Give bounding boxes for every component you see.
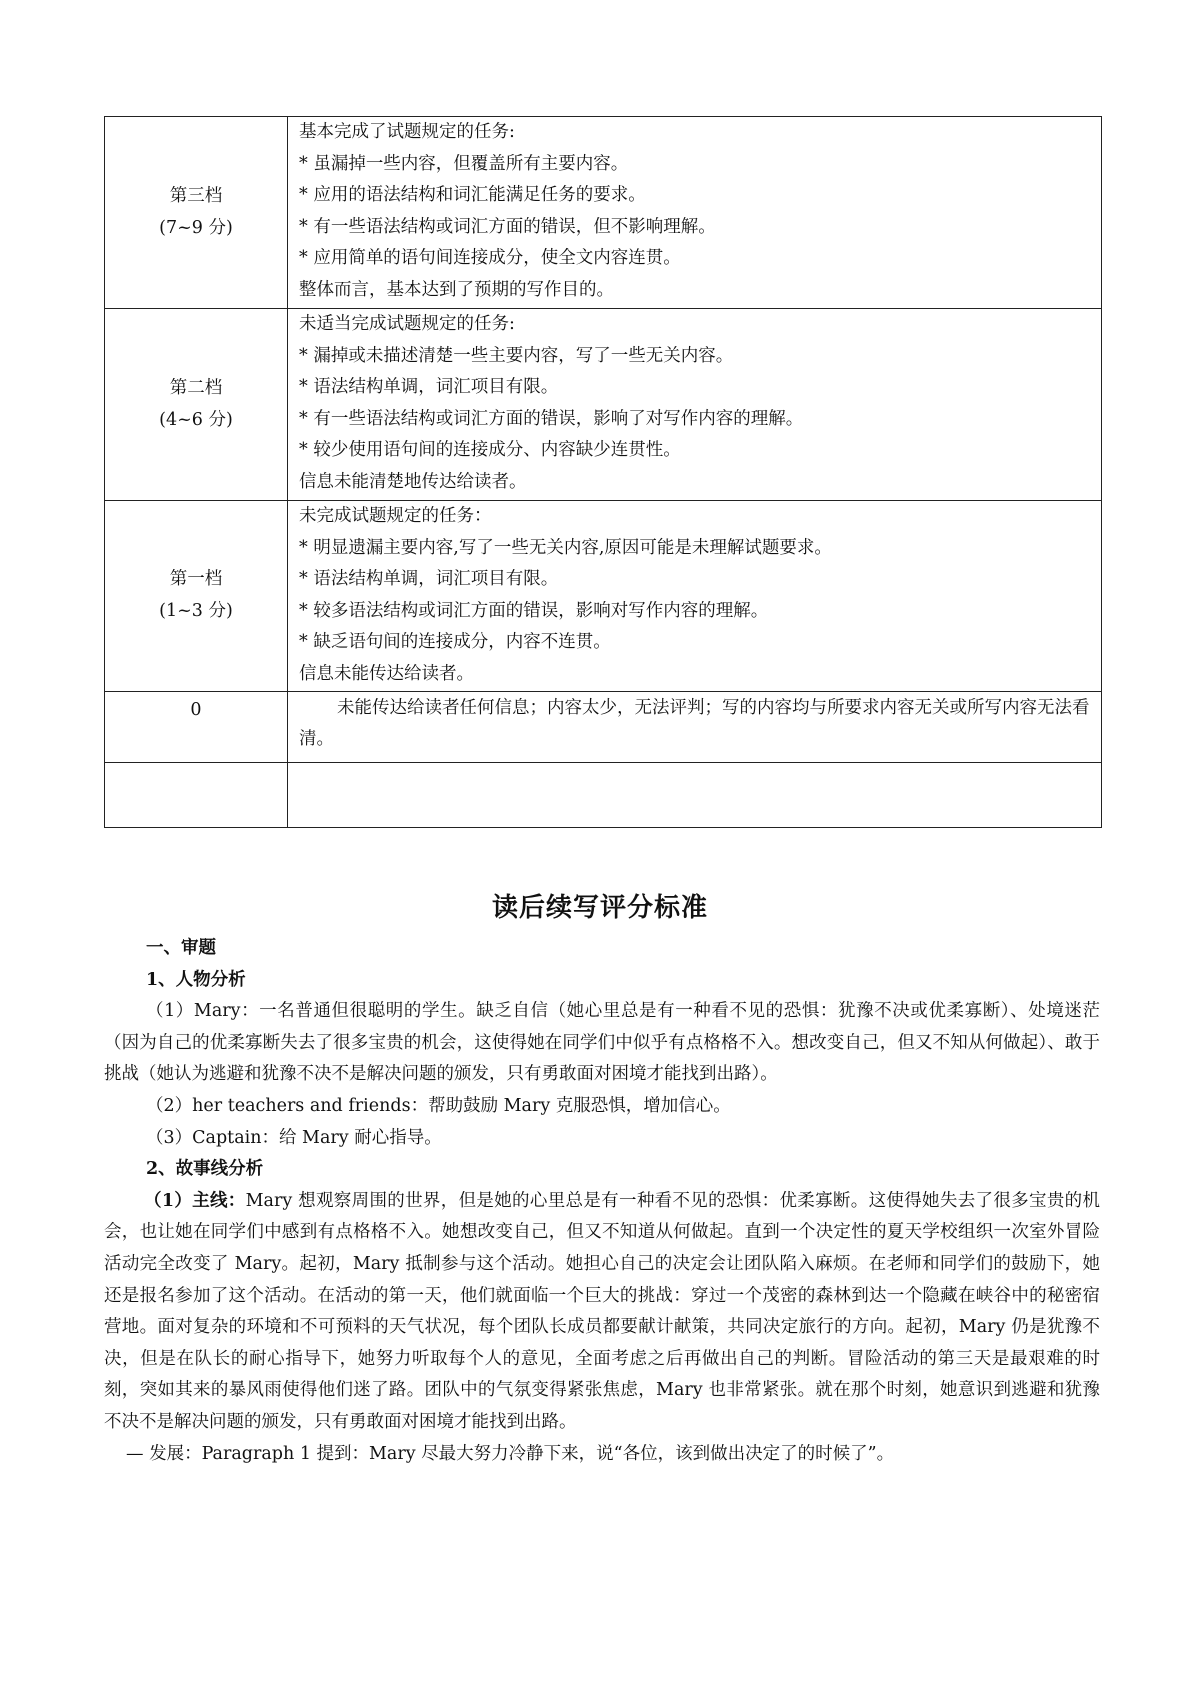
grade-label: 第三档	[169, 185, 223, 206]
description-line: * 较少使用语句间的连接成分、内容缺少连贯性。	[299, 440, 681, 461]
grade-score: (1~3 分)	[159, 600, 233, 621]
grade-label: 第一档	[169, 569, 223, 590]
description-line: * 较多语法结构或词汇方面的错误，影响对写作内容的理解。	[299, 600, 769, 621]
heading-review: 一、审题	[146, 938, 216, 958]
description-line: * 明显遗漏主要内容,写了一些无关内容,原因可能是未理解试题要求。	[299, 537, 832, 558]
rubric-row-tier-3	[105, 117, 1102, 309]
description-cell: 未能传达给读者任何信息；内容太少，无法评判；写的内容均与所要求内容无关或所写内容无法看清。	[288, 691, 1102, 762]
character-captain: （3）Captain：给 Mary 耐心指导。	[146, 1127, 442, 1148]
description-line: 未适当完成试题规定的任务:	[299, 314, 515, 334]
description-line: 信息未能清楚地传达给读者。	[299, 471, 527, 492]
description-cell	[288, 309, 1102, 501]
description-line: 信息未能传达给读者。	[299, 663, 474, 684]
description-line: * 缺乏语句间的连接成分，内容不连贯。	[299, 632, 611, 653]
description-line: * 有一些语法结构或词汇方面的错误，影响了对写作内容的理解。	[299, 408, 804, 429]
analysis-body	[104, 933, 1100, 1470]
mainline-label: （1）主线：	[144, 1190, 246, 1211]
rubric-row-empty	[105, 762, 1102, 827]
mainline-paragraph	[104, 1186, 1100, 1439]
rubric-row-zero	[105, 691, 1102, 762]
description-line: 基本完成了试题规定的任务:	[299, 122, 515, 142]
grade-score: (4~6 分)	[159, 409, 233, 430]
grade-score: (7~9 分)	[159, 217, 233, 238]
description-line: * 应用的语法结构和词汇能满足任务的要求。	[299, 185, 646, 206]
grade-cell	[105, 309, 288, 501]
section-title: 读后续写评分标准	[491, 893, 708, 923]
description-line: * 应用简单的语句间连接成分，使全文内容连贯。	[299, 248, 681, 269]
empty-cell	[288, 762, 1102, 827]
grade-label: 第二档	[169, 377, 223, 398]
description-line: 整体而言，基本达到了预期的写作目的。	[299, 279, 614, 300]
description-line: * 虽漏掉一些内容，但覆盖所有主要内容。	[299, 153, 629, 174]
mainline-text: Mary 想观察周围的世界，但是她的心里总是有一种看不见的恐惧：优柔寡断。这使得她失去了很多宝贵的机会，也让她在同学们中感到有点格格不入。她想改变自己，但又不知道从何做起。直到一个决定性的夏天学校组织一次室外冒险活动完全改变了 Mary。起初，Mary 抵制参与这个活动。她担心自己的决定会让团队陷入麻烦。在老师和同学们的鼓励下，她还是报名参加了这个活动。在活动的第一天，他们就面临一个巨大的挑战：穿过一个茂密的森林到达一个隐藏在峡谷中的秘密宿营地。面对复杂的环境和不可预料的天气状况，每个团队长成员都要献计献策，共同决定旅行的方向。起初，Mary 仍是犹豫不决，但是在队长的耐心指导下，她努力听取每个人的意见，全面考虑之后再做出自己的判断。冒险活动的第三天是最艰难的时刻，突如其来的暴风雨使得他们迷了路。团队中的气氛变得紧张焦虑，Mary 也非常紧张。就在那个时刻，她意识到逃避和犹豫不决不是解决问题的颁发，只有勇敢面对困境才能找到出路。	[104, 1190, 1100, 1432]
character-mary: （1）Mary：一名普通但很聪明的学生。缺乏自信（她心里总是有一种看不见的恐惧：犹豫不决或优柔寡断）、处境迷茫（因为自己的优柔寡断失去了很多宝贵的机会，这使得她在同学们中似乎有点格格不入。想改变自己，但又不知从何做起）、敢于挑战（她认为逃避和犹豫不决不是解决问题的颁发，只有勇敢面对困境才能找到出路）。	[104, 1001, 1100, 1085]
rubric-row-tier-2	[105, 309, 1102, 501]
description-cell	[288, 117, 1102, 309]
heading-character-analysis: 1、人物分析	[146, 969, 246, 990]
development-line: — 发展：Paragraph 1 提到：Mary 尽最大努力冷静下来，说“各位，该到做出决定了的时候了”。	[126, 1443, 895, 1464]
description-line: * 语法结构单调，词汇项目有限。	[299, 377, 559, 398]
grade-cell	[105, 691, 288, 762]
empty-cell	[105, 762, 288, 827]
heading-storyline-analysis: 2、故事线分析	[146, 1159, 264, 1180]
description-cell	[288, 501, 1102, 692]
rubric-row-tier-1	[105, 501, 1102, 692]
grade-cell	[105, 501, 288, 692]
grade-label: 0	[190, 699, 202, 720]
grade-cell	[105, 117, 288, 309]
description-line: * 有一些语法结构或词汇方面的错误，但不影响理解。	[299, 216, 716, 237]
description-line: * 漏掉或未描述清楚一些主要内容，写了一些无关内容。	[299, 345, 734, 366]
scoring-rubric-table	[104, 116, 1102, 828]
description-line: 未完成试题规定的任务：	[299, 506, 492, 526]
description-line: * 语法结构单调，词汇项目有限。	[299, 569, 559, 590]
character-teachers: （2）her teachers and friends：帮助鼓励 Mary 克服恐惧，增加信心。	[146, 1095, 731, 1116]
